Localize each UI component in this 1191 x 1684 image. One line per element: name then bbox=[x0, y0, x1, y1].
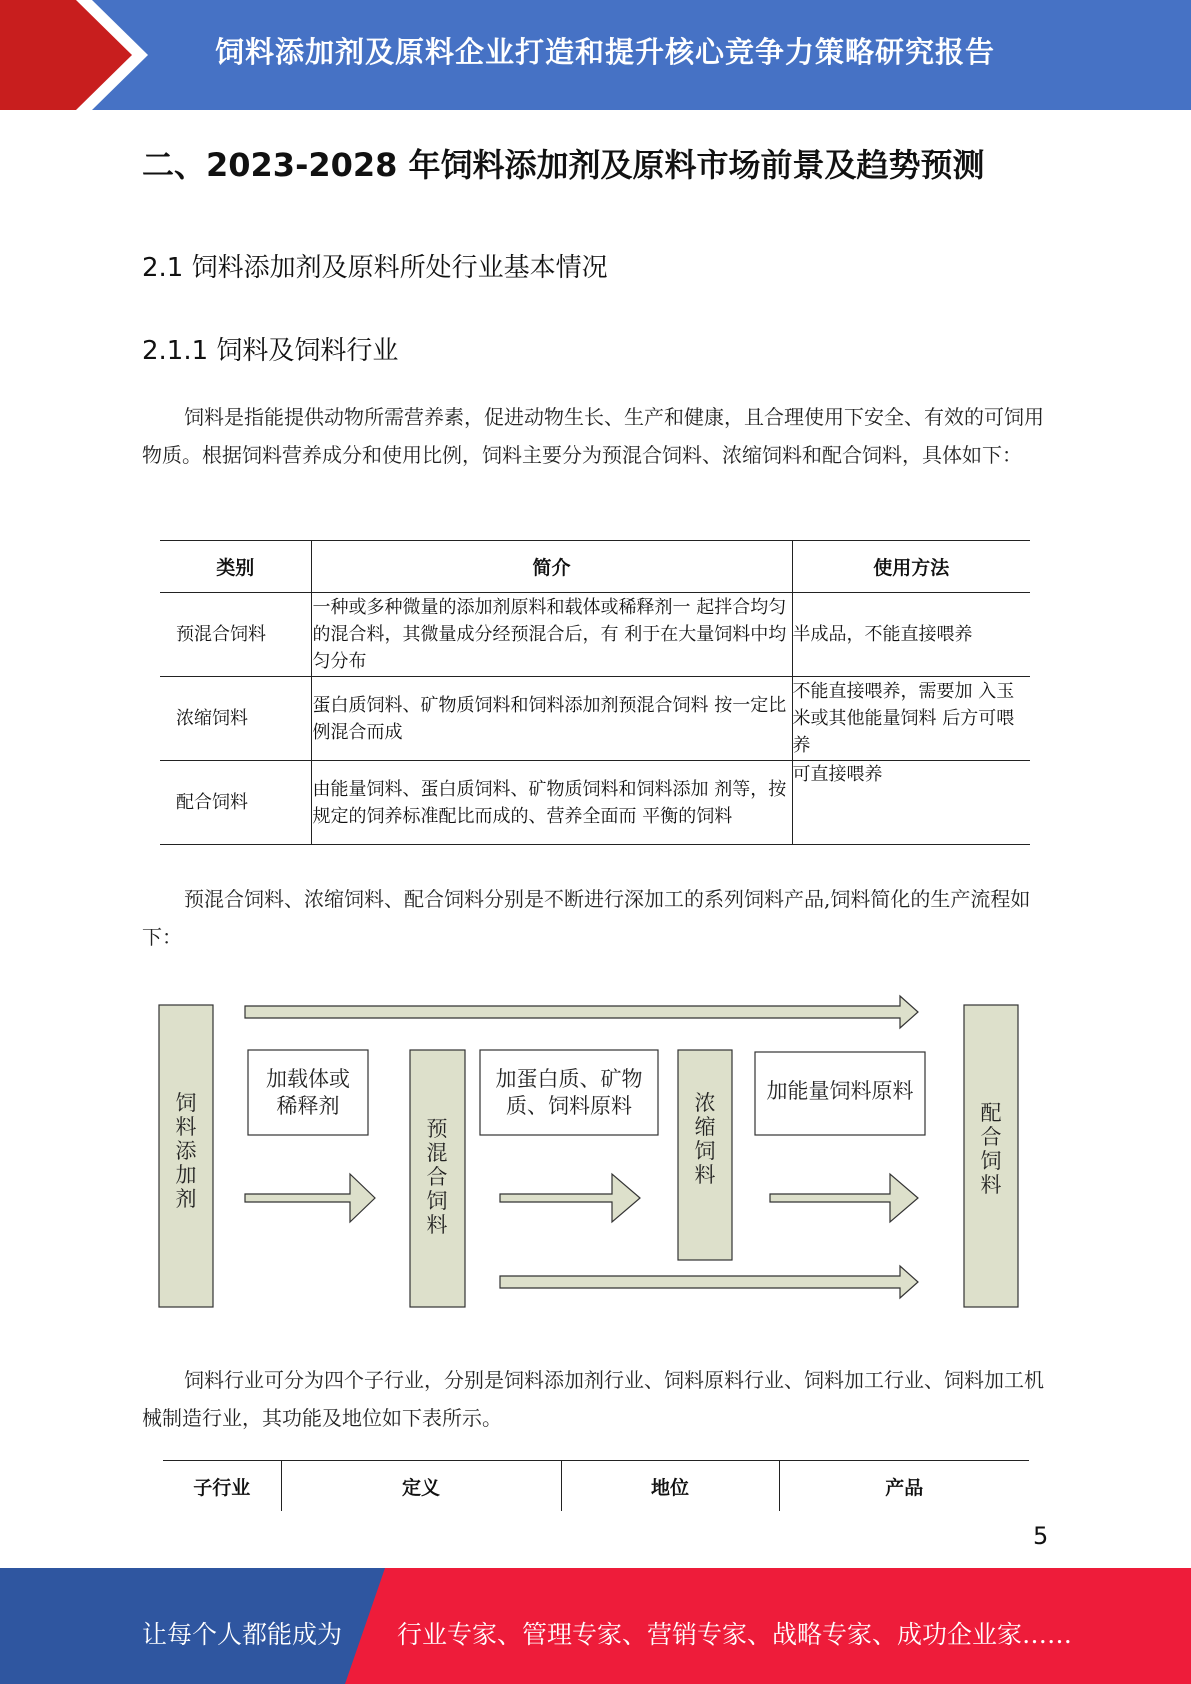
flow-step-protein-box bbox=[480, 1050, 658, 1135]
section-heading: 二、2023-2028 年饲料添加剂及原料市场前景及趋势预测 bbox=[142, 146, 985, 184]
intro-paragraph: 饲料是指能提供动物所需营养素，促进动物生长、生产和健康，且合理使用下安全、有效的可饲用物质。根据饲料营养成分和使用比例，饲料主要分为预混合饲料、浓缩饲料和配合饲料，具体如下： bbox=[142, 405, 1044, 467]
column-header: 定义 bbox=[281, 1461, 561, 1512]
subsection-heading: 2.1 饲料添加剂及原料所处行业基本情况 bbox=[142, 253, 608, 283]
subindustry-table bbox=[163, 1460, 1029, 1511]
column-header: 类别 bbox=[160, 541, 311, 593]
flow-label-feed-additive: 饲料添加剂 bbox=[175, 1091, 197, 1211]
flow-step-protein-label: 加蛋白质、矿物质、饲料原料 bbox=[495, 1067, 643, 1118]
feed-category-table bbox=[160, 540, 1030, 845]
flow-arrow bbox=[245, 1174, 375, 1222]
table-header-row bbox=[163, 1461, 1029, 1512]
header-bar bbox=[0, 0, 1191, 110]
flow-arrow-top bbox=[245, 996, 918, 1028]
report-title: 饲料添加剂及原料企业打造和提升核心竞争力策略研究报告 bbox=[215, 35, 996, 69]
usage-cell: 不能直接喂养，需要加 入玉米或其他能量饲料 后方可喂养 bbox=[792, 677, 1030, 761]
flow-step-energy-label: 加能量饲料原料 bbox=[766, 1079, 914, 1103]
category-cell: 浓缩饲料 bbox=[160, 677, 311, 761]
production-flow-diagram bbox=[150, 990, 1030, 1320]
flow-label-premix: 预混合饲料 bbox=[426, 1117, 448, 1237]
flow-label-compound: 配合饲料 bbox=[980, 1101, 1002, 1197]
category-cell: 预混合饲料 bbox=[160, 593, 311, 677]
intro-cell: 由能量饲料、蛋白质饲料、矿物质饲料和饲料添加 剂等，按规定的饲养标准配比而成的、营养全面而 平衡的饲料 bbox=[311, 761, 792, 845]
footer-slogan-right: 行业专家、管理专家、营销专家、战略专家、成功企业家…… bbox=[397, 1620, 1073, 1649]
flow-step-carrier-label: 加载体或稀释剂 bbox=[266, 1067, 350, 1118]
flow-arrow-bottom bbox=[500, 1266, 918, 1298]
column-header: 子行业 bbox=[163, 1461, 281, 1512]
flow-step-carrier-box bbox=[248, 1050, 368, 1135]
table-header-row bbox=[160, 541, 1030, 593]
column-header: 地位 bbox=[561, 1461, 779, 1512]
subindustry-paragraph: 饲料行业可分为四个子行业，分别是饲料添加剂行业、饲料原料行业、饲料加工行业、饲料加工机械制造行业，其功能及地位如下表所示。 bbox=[142, 1368, 1044, 1430]
table-row bbox=[160, 677, 1030, 761]
flow-arrow bbox=[770, 1174, 918, 1222]
column-header: 简介 bbox=[311, 541, 792, 593]
usage-cell: 半成品，不能直接喂养 bbox=[792, 593, 1030, 677]
intro-cell: 一种或多种微量的添加剂原料和载体或稀释剂一 起拌合均匀的混合料，其微量成分经预混合后，有 利于在大量饲料中均匀分布 bbox=[311, 593, 792, 677]
column-header: 使用方法 bbox=[792, 541, 1030, 593]
footer-slogan-left: 让每个人都能成为 bbox=[142, 1620, 343, 1649]
page-number: 5 bbox=[1033, 1522, 1049, 1550]
intro-cell: 蛋白质饲料、矿物质饲料和饲料添加剂预混合饲料 按一定比例混合而成 bbox=[311, 677, 792, 761]
usage-cell: 可直接喂养 bbox=[792, 761, 1030, 845]
table-row bbox=[160, 593, 1030, 677]
subsubsection-heading: 2.1.1 饲料及饲料行业 bbox=[142, 336, 399, 366]
category-cell: 配合饲料 bbox=[160, 761, 311, 845]
table-row bbox=[160, 761, 1030, 845]
flow-intro-paragraph: 预混合饲料、浓缩饲料、配合饲料分别是不断进行深加工的系列饲料产品,饲料简化的生产流程如下： bbox=[142, 887, 1031, 949]
flow-arrow bbox=[500, 1174, 640, 1222]
flow-label-concentrate: 浓缩饲料 bbox=[694, 1091, 716, 1187]
column-header: 产品 bbox=[779, 1461, 1029, 1512]
footer-bar bbox=[0, 1568, 1191, 1684]
